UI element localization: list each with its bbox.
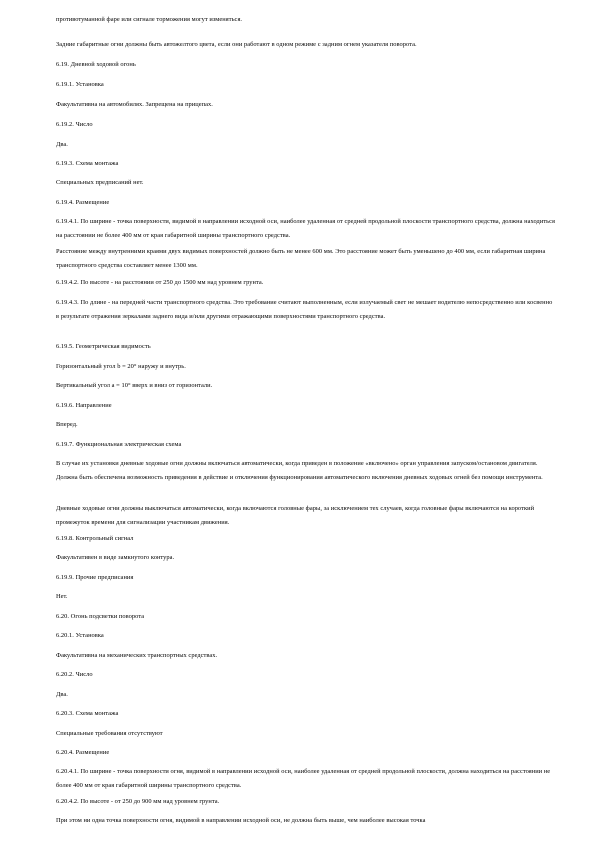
paragraph: Задние габаритные огни должны быть автожелтого цвета, если они работают в одном режиме с задним огнем указателя поворота.	[56, 41, 417, 48]
paragraph: Вертикальный угол a = 10° вверх и вниз от горизонтали.	[56, 382, 213, 389]
subsection-heading: 6.19.2. Число	[56, 121, 93, 128]
paragraph: Нет.	[56, 593, 68, 600]
paragraph: Расстояние между внутренними краями двух видимых поверхностей должно быть не менее 600 мм. Это расстояние может быть уменьшено до 400 мм, если габаритная ширина транспортного средства составляет менее 1300 мм.	[56, 248, 546, 269]
paragraph: Два.	[56, 691, 68, 698]
section-heading: 6.20. Огонь подсветки поворота	[56, 613, 145, 620]
paragraph: 6.20.4.2. По высоте - от 250 до 900 мм над уровнем грунта.	[56, 798, 220, 805]
paragraph: противотуманной фаре или сигнале торможения могут изменяться.	[56, 16, 243, 23]
paragraph: Специальные требования отсутствуют	[56, 730, 163, 737]
subsection-heading: 6.19.8. Контрольный сигнал	[56, 535, 134, 542]
subsection-heading: 6.20.1. Установка	[56, 632, 104, 639]
paragraph: Факультативен в виде замкнутого контура.	[56, 554, 175, 561]
paragraph: 6.19.4.3. По длине - на передней части транспортного средства. Это требование считают выполненным, если излучаемый свет не мешает водителю непосредственно или косвенно в результате отражения зеркалами заднего вида и/или другими отражающими поверхностями транспортного средства.	[56, 299, 553, 320]
subsection-heading: 6.19.5. Геометрическая видимость	[56, 343, 151, 350]
paragraph: 6.19.4.2. По высоте - на расстоянии от 250 до 1500 мм над уровнем грунта.	[56, 279, 264, 286]
subsection-heading: 6.20.3. Схема монтажа	[56, 710, 119, 717]
subsection-heading: 6.19.6. Направление	[56, 402, 112, 409]
paragraph: 6.20.4.1. По ширине - точка поверхности огня, видимой в направлении исходной оси, наиболее удаленная от средней продольной плоскости, должна находиться на расстоянии не более 400 мм от края габаритной ширины транспортного средства.	[56, 768, 551, 789]
subsection-heading: 6.19.7. Функциональная электрическая схема	[56, 441, 182, 448]
paragraph: Факультативна на автомобилях. Запрещена на прицепах.	[56, 101, 213, 108]
paragraph: При этом ни одна точка поверхности огня, видимой в направлении исходной оси, не должна быть выше, чем наиболее высокая точка	[56, 817, 426, 824]
paragraph: Вперед.	[56, 421, 78, 428]
paragraph: Дневные ходовые огни должны выключаться автоматически, когда включаются головные фары, за исключением тех случаев, когда головные фары включаются на короткий промежуток времени для сигнализации участникам движения.	[56, 505, 535, 526]
subsection-heading: 6.19.3. Схема монтажа	[56, 160, 119, 167]
paragraph: 6.19.4.1. По ширине - точка поверхности, видимой в направлении исходной оси, наиболее удаленная от средней продольной плоскости транспортного средства, должна находиться на расстоянии не более 400 мм от края габаритной ширины транспортного средства.	[56, 218, 556, 239]
paragraph: Два.	[56, 141, 68, 148]
subsection-heading: 6.19.9. Прочие предписания	[56, 574, 134, 581]
subsection-heading: 6.19.1. Установка	[56, 81, 104, 88]
paragraph: Факультативна на механических транспортных средствах.	[56, 652, 218, 659]
paragraph: Специальных предписаний нет.	[56, 179, 144, 186]
section-heading: 6.19. Дневной ходовой огонь	[56, 61, 136, 68]
paragraph: В случае их установки дневные ходовые огни должны включаться автоматически, когда приведен в положение «включено» орган управления запуском/остановом двигателя. Должна быть обеспечена возможность приведения в действие и отключения функционирования автоматического включения дневных ходовых огней без помощи инструмента.	[56, 460, 543, 481]
subsection-heading: 6.19.4. Размещение	[56, 199, 110, 206]
subsection-heading: 6.20.2. Число	[56, 671, 93, 678]
subsection-heading: 6.20.4. Размещение	[56, 749, 110, 756]
paragraph: Горизонтальный угол b = 20° наружу и внутрь.	[56, 363, 186, 370]
